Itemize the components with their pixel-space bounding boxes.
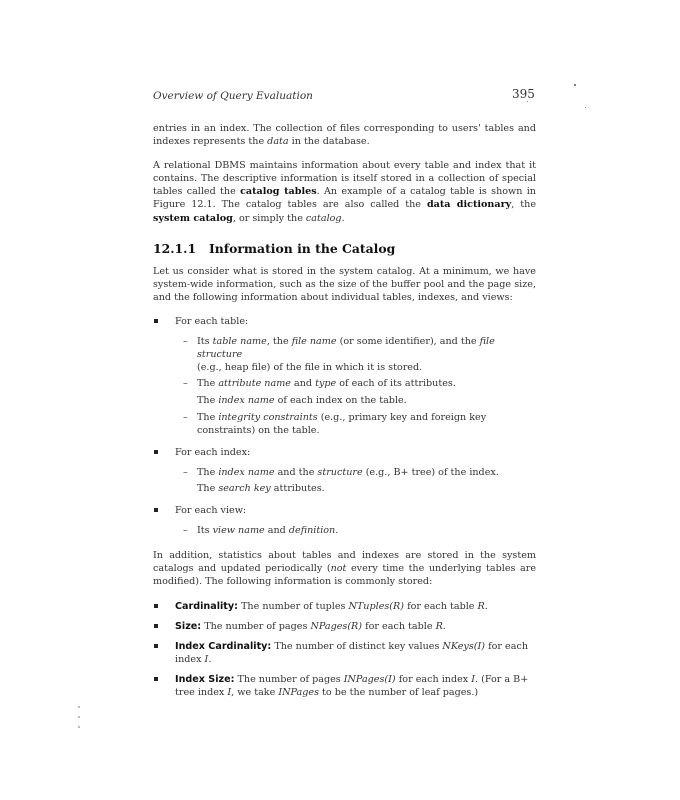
paragraph: In addition, statistics about tables and indexes are stored in the system catalogs and updated periodically (not every time the underlying tables are modified). The following information is commonly stored: <box>153 550 536 588</box>
paragraph: A relational DBMS maintains information about every table and index that it contains. The descriptive information is itself stored in a collection of special tables called the catalog tables. An example of a catalog table is shown in Figure 12.1. The catalog tables are also called the data dictionary, the system catalog, or simply the catalog. <box>153 160 536 224</box>
list-item: – The attribute name and type of each of its attributes. <box>175 377 536 390</box>
sub-list <box>175 466 536 495</box>
section-number: 12.1.1 <box>153 240 197 256</box>
scan-mark <box>78 726 80 728</box>
list-item: Size: The number of pages NPages(R) for each table R. <box>153 620 536 633</box>
page-number: 395 <box>512 87 535 101</box>
scan-speck <box>527 101 528 102</box>
section-heading <box>153 242 536 255</box>
list-item: – The index name and the structure (e.g., B+ tree) of the index. <box>175 466 536 479</box>
list-item: For each view: – Its view name and definition. <box>153 504 536 537</box>
list-item: – The integrity constraints (e.g., primary key and foreign key constraints) on the table. <box>175 411 536 437</box>
list-item: For each index: – The index name and the structure (e.g., B+ tree) of the index. The search key attributes. <box>153 446 536 495</box>
list-continuation: The search key attributes. <box>197 482 325 494</box>
scan-speck <box>585 107 586 108</box>
section-title: Information in the Catalog <box>209 240 396 256</box>
paragraph: entries in an index. The collection of files corresponding to users' tables and indexes represents the data in the database. <box>153 123 536 148</box>
scan-speck <box>574 84 576 86</box>
list-item: Index Cardinality: The number of distinct key values NKeys(I) for each index I. <box>153 640 536 666</box>
list-item: For each table: – Its table name, the file name (or some identifier), and the file structure (e.g., heap file) of the file in which it is stored. – The attribute name and type of each of its attributes. The index name of each index on the table. – The integrity constraints (e.g., primary key and foreign key constraints) on the table. <box>153 315 536 437</box>
sub-list <box>175 524 536 537</box>
list-item: Cardinality: The number of tuples NTuples(R) for each table R. <box>153 600 536 613</box>
list-item: – Its view name and definition. <box>175 524 536 537</box>
list-item: Index Size: The number of pages INPages(I) for each index I. (For a B+ tree index I, we take INPages to be the number of leaf pages.) <box>153 673 536 699</box>
sub-list <box>175 335 536 437</box>
list-item: – Its table name, the file name (or some identifier), and the file structure (e.g., heap file) of the file in which it is stored. <box>175 335 536 374</box>
page-body <box>153 122 536 706</box>
scan-mark <box>78 716 80 718</box>
statistics-list <box>153 600 536 700</box>
scan-mark <box>78 706 80 708</box>
running-title: Overview of Query Evaluation <box>153 90 313 102</box>
catalog-contents-list <box>153 315 536 537</box>
paragraph: Let us consider what is stored in the system catalog. At a minimum, we have system-wide information, such as the size of the buffer pool and the page size, and the following information about individual tables, indexes, and views: <box>153 265 536 303</box>
list-continuation: The index name of each index on the table. <box>197 394 407 406</box>
